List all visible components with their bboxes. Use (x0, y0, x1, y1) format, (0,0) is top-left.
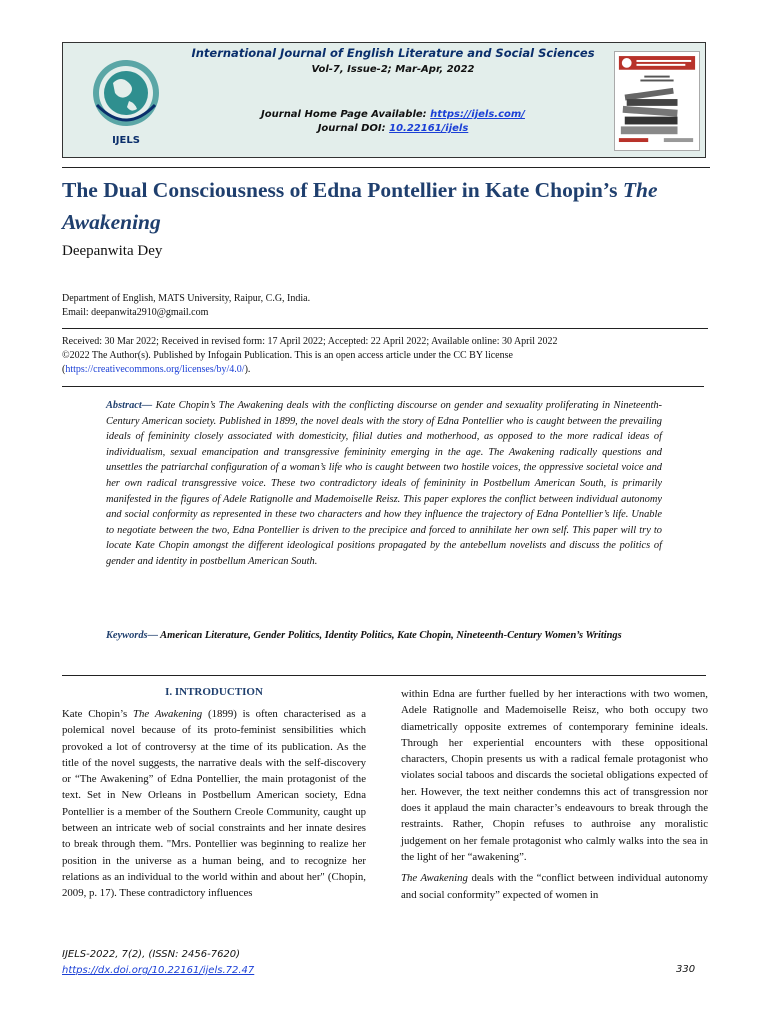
paragraph: within Edna are further fuelled by her interactions with two women, Adele Ratignolle and Mademoiselle Reisz, who both occupy two diametrically opposite extremes of contemporary feminine ideals. Through her experiential encounters with these oppositional characters, Chopin presents us with a radical female protagonist who violates social taboos and discards the societal obligations expected of her. However, the text neither condemns this act of transgression nor does it applaud the main character’s endeavours to break through the restraints. Rather, Chopin refuses to authroise any moralistic judgement on her female protagonist who calmly walks into the sea in the light of her “awakening”. (401, 688, 708, 863)
article-title: The Dual Consciousness of Edna Pontellier in Kate Chopin’s The Awakening (62, 178, 658, 234)
abstract-divider (62, 675, 706, 676)
journal-title: International Journal of English Literature and Social Sciences (191, 46, 595, 60)
article-history: Received: 30 Mar 2022; Received in revised form: 17 April 2022; Accepted: 22 April 2022; Available online: 30 April 2022 ©2022 The Author(s). Published by Infogain Publication. This is an open access article under the CC BY license (https://creativecommons.org/licenses/by/4.0/). (62, 336, 558, 375)
journal-home: Journal Home Page Available: https://ijels.com/ (261, 109, 525, 120)
author-name: Deepanwita Dey (62, 243, 163, 259)
paragraph: Kate Chopin’s The Awakening (1899) is often characterised as a polemical novel because of its proto-feminist sensibilities which provoked a lot of controversy at the time of its publication. As the title of the novel suggests, the narrative deals with the self-discovery or “The Awakening” of Edna Pontellier, the main protagonist of the text. Set in New Orleans in Postbellum American society, Edna Pontellier is a member of the Southern Creole Community, caught up between an intricate web of social constraints and her innate desires to break through them. "Mrs. Pontellier was beginning to realize her position in the universe as a human being, and to recognize her relations as an individual to the world within and about her" (Chopin, 2009, p. 17). These contradictory influences (62, 708, 367, 900)
journal-home-link[interactable]: https://ijels.com/ (430, 109, 525, 120)
svg-text:IJELS: IJELS (112, 135, 140, 146)
page-number: 330 (676, 964, 696, 975)
book-stack-icon (615, 52, 699, 150)
header-divider (62, 167, 710, 168)
journal-banner (62, 42, 706, 158)
paragraph: The Awakening deals with the “conflict between individual autonomy and social conformity” expected of women in (401, 872, 708, 901)
body-column-right (401, 686, 708, 903)
keywords: Keywords— American Literature, Gender Politics, Identity Politics, Kate Chopin, Nineteenth-Century Women’s Writings (106, 630, 622, 641)
footer-doi-link[interactable]: https://dx.doi.org/10.22161/ijels.72.47 (62, 965, 255, 976)
section-heading: I. INTRODUCTION (165, 686, 263, 698)
journal-volume: Vol-7, Issue-2; Mar-Apr, 2022 (311, 64, 475, 75)
abstract: Abstract— Kate Chopin’s The Awakening deals with the conflicting discourse on gender and sexuality proliferating in Nineteenth-Century American society. Published in 1899, the novel deals with the story of Edna Pontellier who is caught between the prevailing ideals of femininity closely associated with domesticity, filial duties and motherhood, as opposed to the more radical ideas of individualism, sexual emancipation and transgressive femininity emerging in the age. The Awakening radically questions and unsettles the patriarchal configuration of a woman’s life who is caught between two hostile voices, the oppressive societal voice and her own radical transgressive voice. These two contradictory ideals of femininity in Postbellum American South, is primarily manifested in the figures of Adele Ratignolle and Mademoiselle Reisz. This paper explores the conflict between individual autonomy and social conformity as represented in these two characters and how they influence the trajectory of Edna Pontellier’s life. Unable to negotiate between the two, Edna Pontellier is driven to the precipice and forced to annihilate her own self. This paper will try to locate Kate Chopin amongst the different ideological positions propagated by the antebellum novelists and discuss the politics of gender and identity in postbellum American South. (106, 400, 662, 567)
license-link[interactable]: https://creativecommons.org/licenses/by/4.0/ (65, 364, 245, 375)
author-affiliation: Department of English, MATS University, Raipur, C.G, India. Email: deepanwita2910@gmail.com (62, 293, 311, 318)
body-column-left (62, 706, 366, 902)
journal-logo-icon (83, 53, 169, 149)
page-footer (62, 947, 254, 979)
journal-doi: Journal DOI: 10.22161/ijels (317, 123, 469, 134)
affiliation-divider (62, 328, 708, 329)
journal-cover-image (614, 51, 700, 151)
journal-header (183, 43, 603, 134)
author-email: Email: deepanwita2910@gmail.com (62, 307, 209, 318)
history-divider (62, 386, 704, 387)
footer-citation: IJELS-2022, 7(2), (ISSN: 2456-7620) (62, 949, 241, 960)
journal-doi-link[interactable]: 10.22161/ijels (389, 123, 469, 134)
